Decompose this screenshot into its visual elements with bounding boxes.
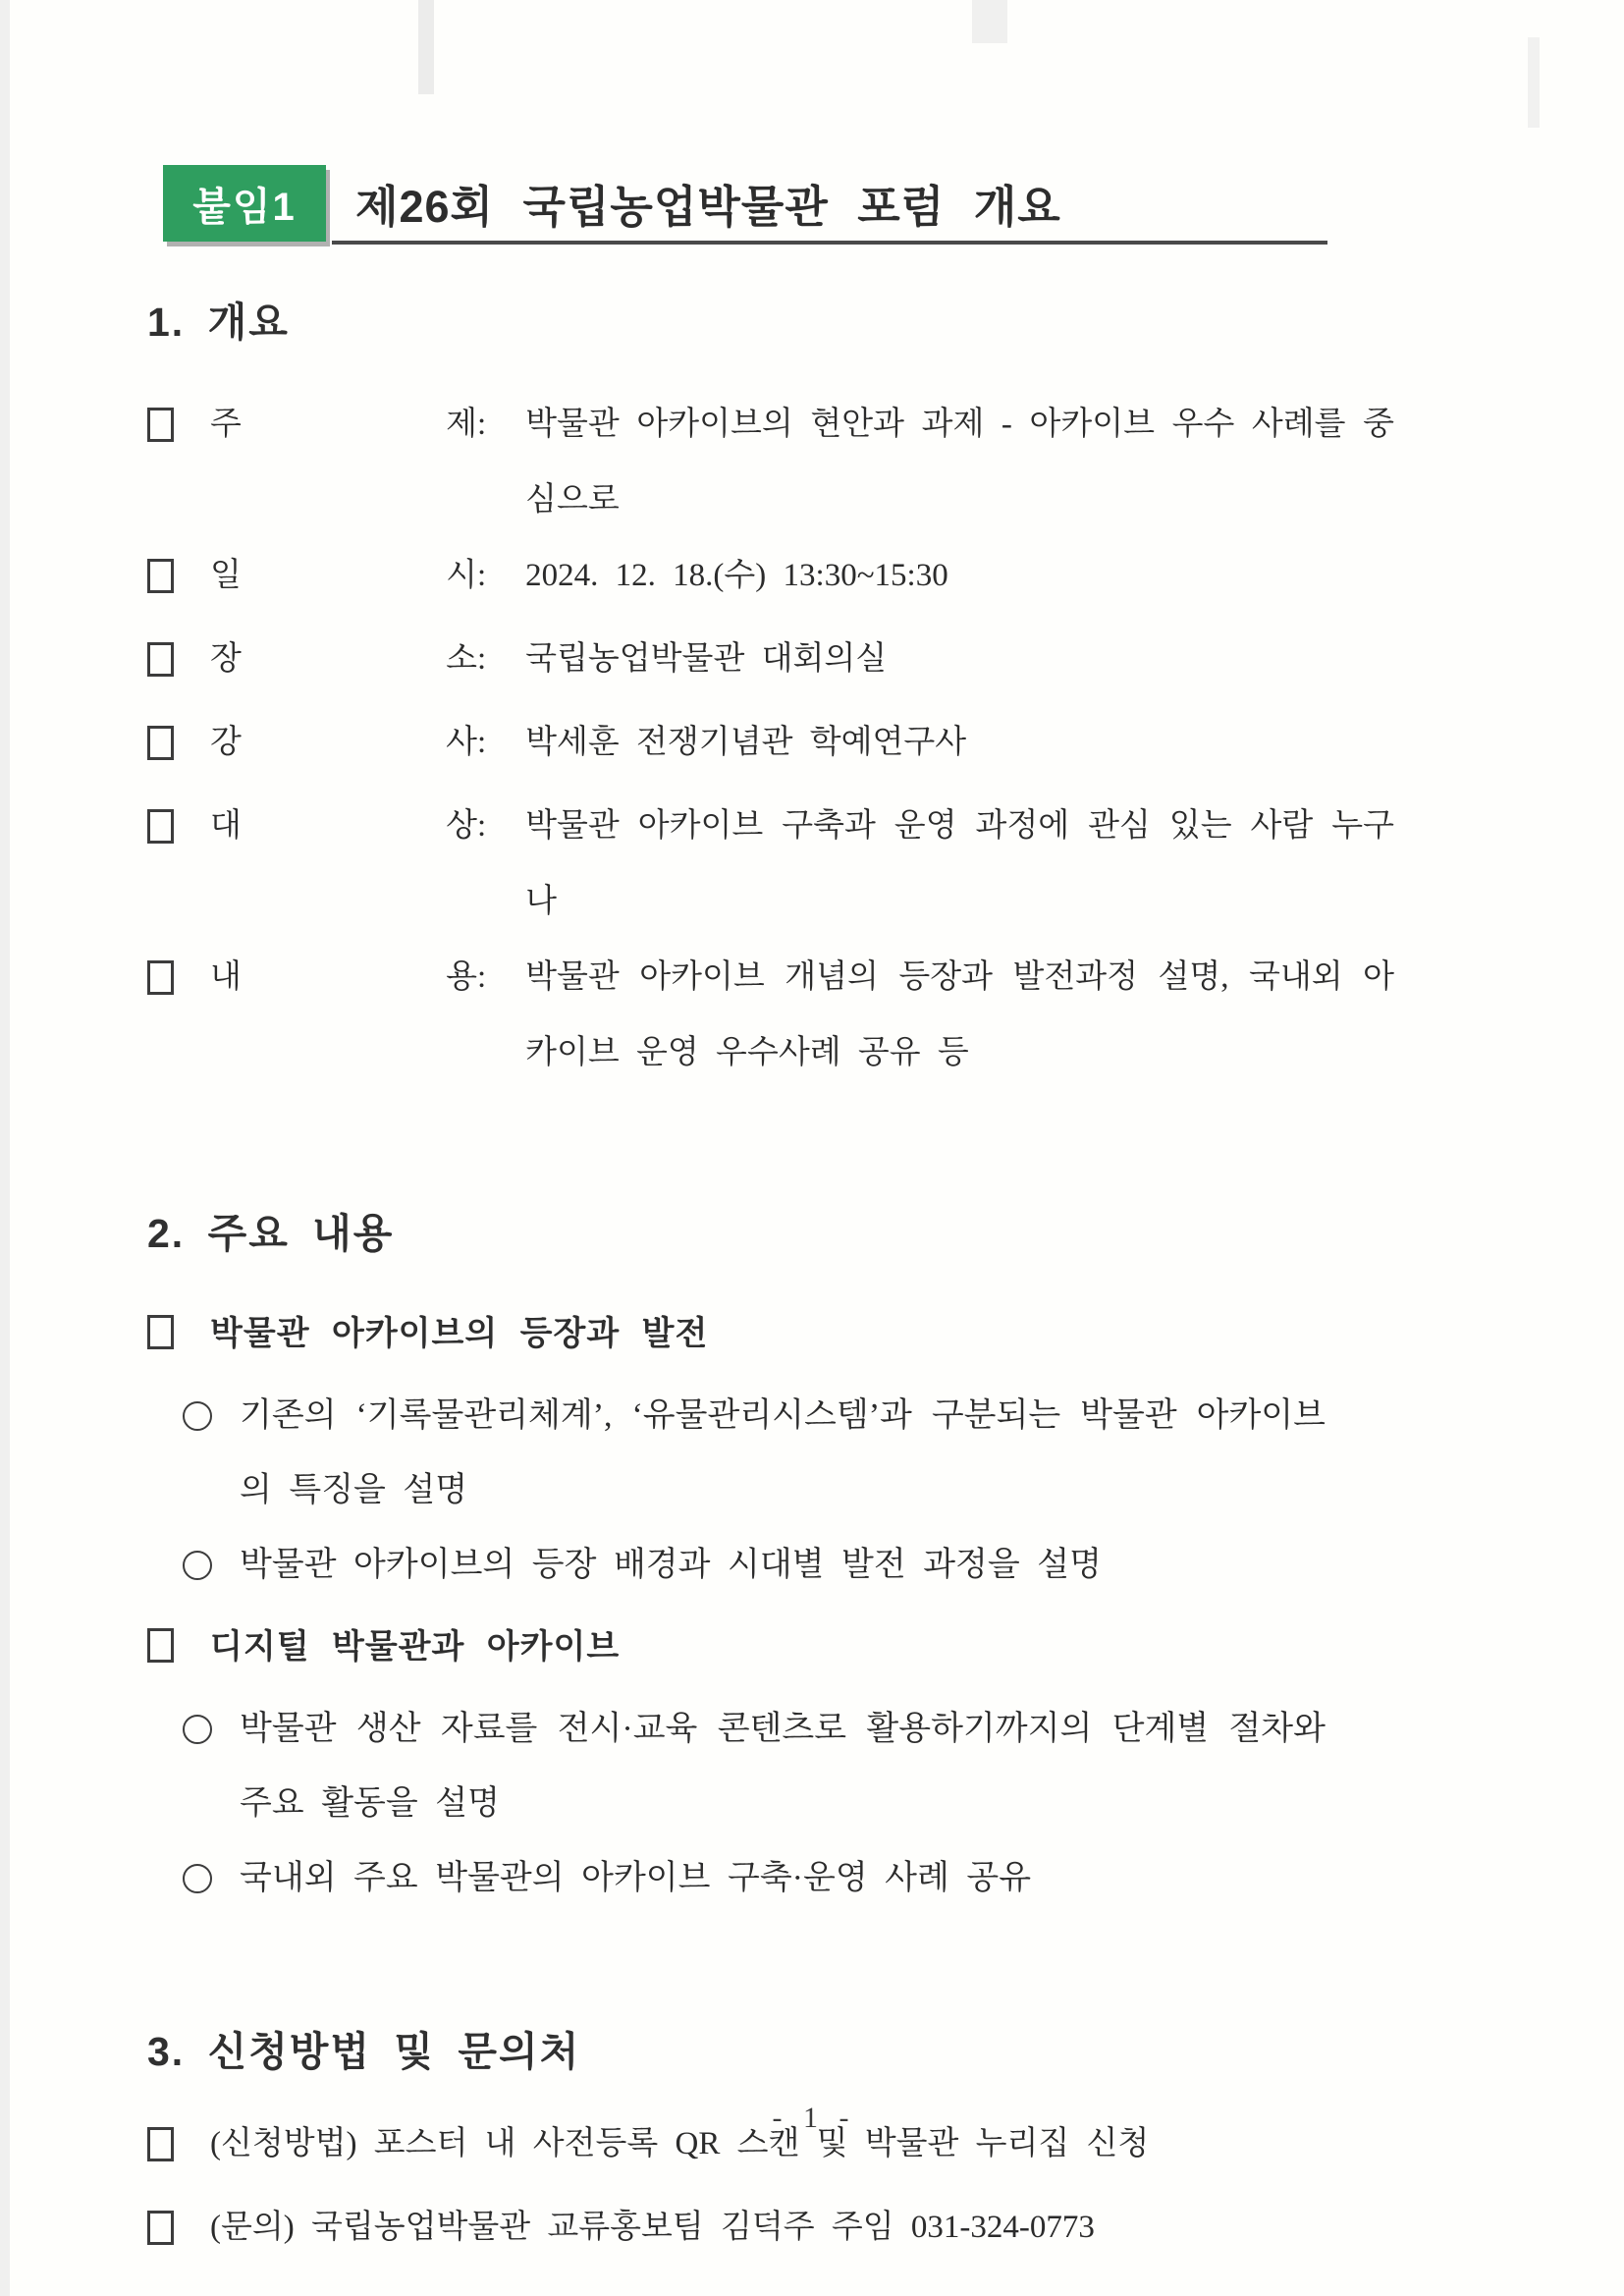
item-label: 대 상	[210, 808, 477, 844]
bullet-text: 박물관 생산 자료를 전시·교육 콘텐츠로 활용하기까지의 단계별 절차와 주요 활동을 설명	[240, 1711, 1326, 1822]
label-colon: :	[477, 808, 487, 844]
group-title-row	[147, 1608, 1394, 1692]
document-title: 제26회 국립농업박물관 포럼 개요	[355, 182, 1061, 232]
overview-item-row	[147, 387, 1394, 538]
item-text: 박물관 아카이브의 현안과 과제 - 아카이브 우수 사례를 중심으로	[525, 407, 1394, 518]
item-label: 주 제	[210, 407, 477, 442]
square-bullet-icon	[147, 940, 210, 1023]
scan-artifact	[418, 0, 434, 94]
square-bullet-icon	[147, 387, 210, 470]
application-item-row	[147, 2190, 1394, 2273]
group-title: 박물관 아카이브의 등장과 발전	[210, 1315, 709, 1352]
title-underline	[332, 241, 1327, 245]
item-label: 일 시	[210, 558, 477, 593]
group-bullet-row	[183, 1379, 1394, 1528]
item-text: 박물관 아카이브 구축과 운영 과정에 관심 있는 사람 누구나	[525, 808, 1394, 919]
bullet-text: 기존의 ‘기록물관리체계’, ‘유물관리시스템’과 구분되는 박물관 아카이브의 특징을 설명	[240, 1397, 1326, 1508]
label-colon: :	[477, 959, 487, 995]
scan-artifact	[0, 0, 10, 2296]
overview-item-row	[147, 622, 1394, 705]
bullet-text: 박물관 아카이브의 등장 배경과 시대별 발전 과정을 설명	[240, 1547, 1102, 1583]
overview-item-row	[147, 705, 1394, 789]
square-bullet-icon	[147, 622, 210, 705]
section-heading-overview: 1. 개요	[147, 300, 290, 345]
group-title: 디지털 박물관과 아카이브	[210, 1628, 621, 1666]
label-colon: :	[477, 407, 487, 442]
bullet-text: 국내외 주요 박물관의 아카이브 구축·운영 사례 공유	[240, 1860, 1032, 1896]
group-bullet-row	[183, 1692, 1394, 1841]
label-colon: :	[477, 641, 487, 677]
circle-bullet-icon	[183, 1379, 240, 1458]
attachment-badge: 붙임1	[163, 165, 326, 242]
section-heading-main-content: 2. 주요 내용	[147, 1211, 395, 1256]
item-text: 2024. 12. 18.(수) 13:30~15:30	[525, 558, 948, 593]
item-label: 강 사	[210, 725, 477, 760]
scan-artifact	[1528, 37, 1540, 128]
document-body	[147, 290, 1394, 2273]
overview-item-row	[147, 940, 1394, 1091]
overview-item-row	[147, 538, 1394, 622]
square-bullet-icon	[147, 705, 210, 789]
square-bullet-icon	[147, 789, 210, 872]
square-bullet-icon	[147, 1608, 210, 1692]
overview-item-row	[147, 789, 1394, 940]
scan-artifact	[972, 0, 1007, 43]
group-bullet-row	[183, 1841, 1394, 1921]
item-text: 박세훈 전쟁기념관 학예연구사	[525, 725, 967, 760]
page-number: - 1 -	[772, 2102, 852, 2134]
item-text: 박물관 아카이브 개념의 등장과 발전과정 설명, 국내외 아카이브 운영 우수사례 공유 등	[525, 959, 1394, 1070]
square-bullet-icon	[147, 538, 210, 622]
label-colon: :	[477, 558, 487, 593]
group-bullet-row	[183, 1528, 1394, 1608]
item-label: 내 용	[210, 959, 477, 995]
circle-bullet-icon	[183, 1692, 240, 1772]
label-colon: :	[477, 725, 487, 760]
item-text: 국립농업박물관 대회의실	[525, 641, 888, 677]
section-heading-application: 3. 신청방법 및 문의처	[147, 2029, 581, 2074]
item-text: (문의) 국립농업박물관 교류홍보팀 김덕주 주임 031-324-0773	[210, 2210, 1095, 2245]
circle-bullet-icon	[183, 1528, 240, 1608]
circle-bullet-icon	[183, 1841, 240, 1921]
square-bullet-icon	[147, 1294, 210, 1379]
item-text: (신청방법) 포스터 내 사전등록 QR 스캔 및 박물관 누리집 신청	[210, 2126, 1150, 2161]
item-label: 장 소	[210, 641, 477, 677]
square-bullet-icon	[147, 2190, 210, 2273]
group-title-row	[147, 1294, 1394, 1379]
